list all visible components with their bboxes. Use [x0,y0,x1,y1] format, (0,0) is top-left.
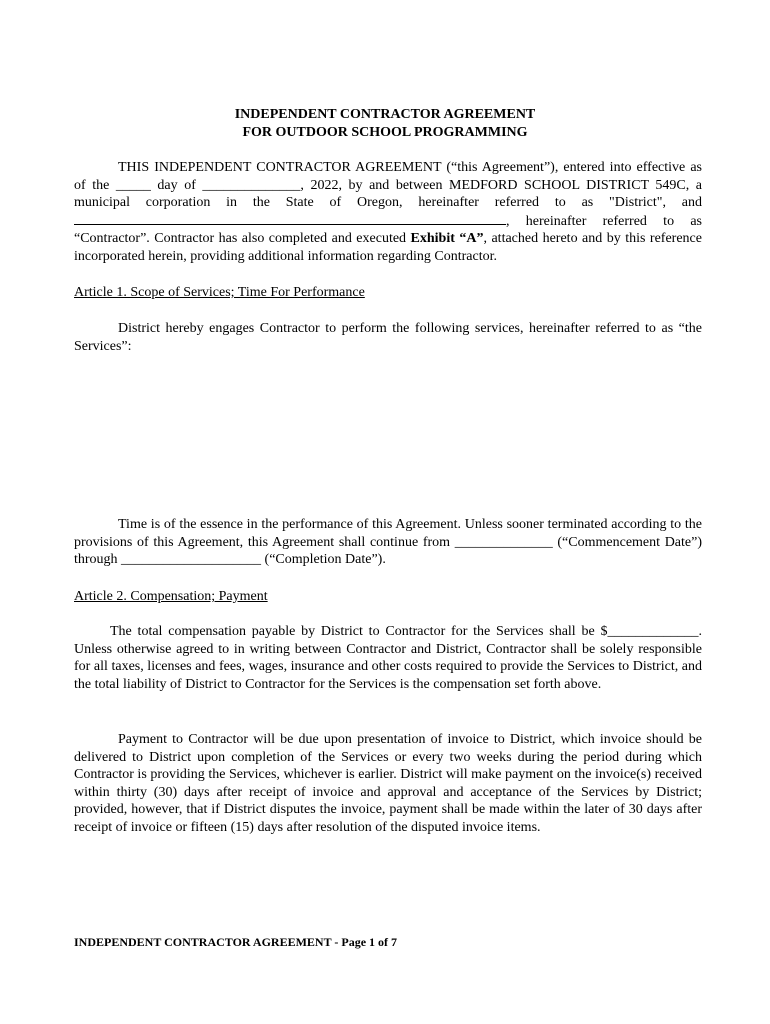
time-paragraph [74,516,702,569]
document-title-line2: FOR OUTDOOR SCHOOL PROGRAMMING [242,125,528,140]
services-paragraph [74,320,702,355]
contractor-name-blank [74,212,506,225]
page-footer: INDEPENDENT CONTRACTOR AGREEMENT - Page 1 of 7 [74,935,398,949]
intro-text-2: , hereinafter referred to as “Contractor”. Contractor has also completed and executed [74,213,702,247]
payment-paragraph [74,731,702,837]
time-text: Time is of the essence in the performance of this Agreement. Unless sooner terminated according to the provisions of this Agreement, this Agreement shall continue from ______________ (“Commencement Date”) through ____________________ (“Completion Date”). [74,517,702,568]
intro-text-3: , attached hereto and by this reference incorporated herein, providing additional information regarding Contractor. [74,231,702,264]
document-title-line1: INDEPENDENT CONTRACTOR AGREEMENT [234,107,536,122]
article-1-heading: Article 1. Scope of Services; Time For Performance [74,285,365,300]
intro-text-1: THIS INDEPENDENT CONTRACTOR AGREEMENT (“this Agreement”), entered into effective as of the _____ day of ______________, 2022, by and between MEDFORD SCHOOL DISTRICT 549C, a municipal corporation in the State of Oregon, hereinafter referred to as "District", and [74,160,702,211]
compensation-text: The total compensation payable by District to Contractor for the Services shall be $_____________. Unless otherwise agreed to in writing between Contractor and District, Contractor shall be solely responsible for all taxes, licenses and fees, wages, insurance and other costs required to provide the Services to District, and the total liability of District to Contractor for the Services is the compensation set forth above. [74,624,702,692]
intro-paragraph [74,159,702,266]
services-text: District hereby engages Contractor to perform the following services, hereinafter referred to as “the Services”: [74,321,702,354]
payment-text: Payment to Contractor will be due upon presentation of invoice to District, which invoice should be delivered to District upon completion of the Services or every two weeks during the period during which Contractor is providing the Services, whichever is earlier. District will make payment on the invoice(s) received within thirty (30) days after receipt of invoice and approval and acceptance of the Services by District; provided, however, that if District disputes the invoice, payment shall be made within the later of 30 days after receipt of invoice or fifteen (15) days after resolution of the disputed invoice items. [74,732,702,835]
article-2-heading: Article 2. Compensation; Payment [74,589,268,604]
compensation-paragraph [74,623,702,693]
exhibit-a-reference: Exhibit “A” [410,231,484,247]
